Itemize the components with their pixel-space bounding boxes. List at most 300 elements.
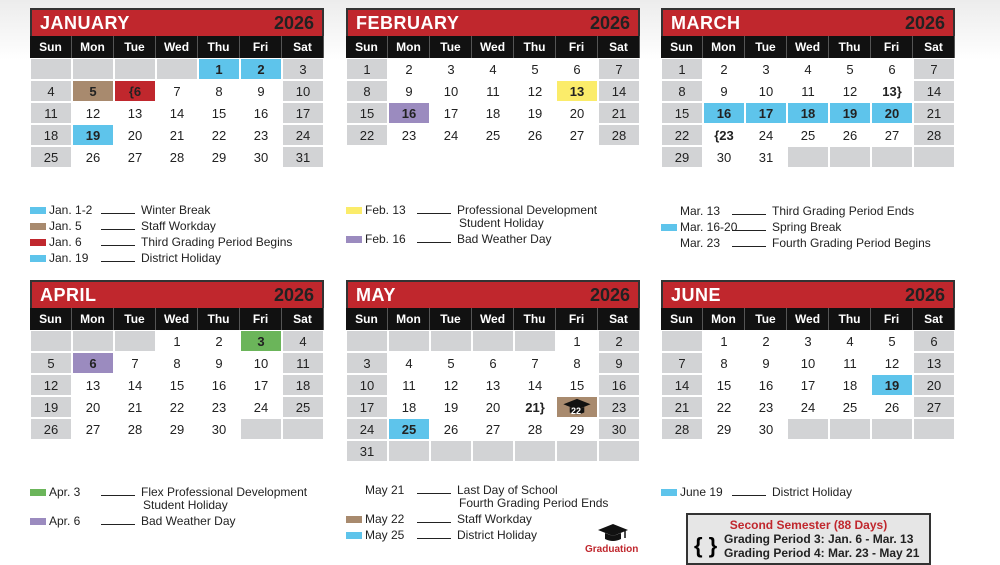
legend-swatch [30, 255, 46, 262]
legend-rule [732, 230, 766, 231]
calendar-day: 5 [829, 58, 871, 80]
calendar-day: 2 [598, 330, 640, 352]
legend-date: Apr. 6 [49, 514, 81, 528]
calendar-day: 18 [388, 396, 430, 418]
calendar-day: 8 [346, 80, 388, 102]
legend-text: Bad Weather Day [457, 232, 552, 246]
weekday-label: Sat [282, 308, 324, 330]
calendar-day: 12 [871, 352, 913, 374]
may-legend [346, 482, 608, 543]
calendar-day: {23 [703, 124, 745, 146]
month-name: FEBRUARY [356, 13, 460, 33]
april-legend [30, 484, 307, 529]
calendar-day: 27 [472, 418, 514, 440]
calendar-day: 3 [282, 58, 324, 80]
legend-item [346, 231, 597, 247]
calendar-day: 15 [198, 102, 240, 124]
month-name: JUNE [671, 285, 722, 305]
calendar-day: 20 [472, 396, 514, 418]
day-grid [661, 58, 955, 168]
weekday-label: Fri [240, 36, 282, 58]
weekday-label: Thu [829, 36, 871, 58]
calendar-day: 16 [598, 374, 640, 396]
legend-date: Feb. 13 [365, 203, 406, 217]
calendar-day: 13 [114, 102, 156, 124]
weekday-header-row [30, 308, 324, 330]
weekday-label: Wed [787, 36, 829, 58]
empty-day [430, 330, 472, 352]
weekday-header-row [661, 308, 955, 330]
weekday-label: Fri [556, 36, 598, 58]
calendar-day: 10 [430, 80, 472, 102]
calendar-day: 21} [514, 396, 556, 418]
calendar-day: 26 [829, 124, 871, 146]
day-grid [346, 58, 640, 146]
legend-swatch [661, 489, 677, 496]
empty-day [871, 418, 913, 440]
calendar-day: 25 [282, 396, 324, 418]
weekday-label: Mon [72, 308, 114, 330]
calendar-day: 1 [156, 330, 198, 352]
legend-date: Mar. 23 [680, 236, 721, 250]
month-march [661, 8, 955, 168]
legend-item [661, 484, 852, 500]
legend-swatch [30, 207, 46, 214]
calendar-day: 24 [282, 124, 324, 146]
calendar-day: 24 [430, 124, 472, 146]
calendar-day: 16 [745, 374, 787, 396]
calendar-day: 18 [282, 374, 324, 396]
calendar-day: 9 [240, 80, 282, 102]
weekday-label: Sat [913, 36, 955, 58]
calendar-day: 2 [240, 58, 282, 80]
graduation-cap-icon [597, 522, 629, 544]
calendar-day: 9 [745, 352, 787, 374]
calendar-day: 28 [156, 146, 198, 168]
calendar-day: 14 [598, 80, 640, 102]
calendar-day: 8 [156, 352, 198, 374]
weekday-label: Sun [30, 36, 72, 58]
legend-swatch [346, 207, 362, 214]
empty-day [346, 330, 388, 352]
legend-rule [101, 245, 135, 246]
calendar-day: 25 [829, 396, 871, 418]
calendar-day: 4 [787, 58, 829, 80]
calendar-day: 23 [240, 124, 282, 146]
calendar-day: 6 [871, 58, 913, 80]
calendar-day: 18 [787, 102, 829, 124]
weekday-label: Sat [598, 36, 640, 58]
calendar-day: 18 [472, 102, 514, 124]
weekday-label: Sat [913, 308, 955, 330]
legend-date: Jan. 5 [49, 219, 82, 233]
calendar-day: 13 [556, 80, 598, 102]
calendar-day: 1 [703, 330, 745, 352]
calendar-day: 17 [787, 374, 829, 396]
calendar-day: 5 [30, 352, 72, 374]
empty-day [388, 330, 430, 352]
empty-day [430, 440, 472, 462]
calendar-day: 13} [871, 80, 913, 102]
legend-date: Mar. 13 [680, 204, 721, 218]
calendar-day: 14 [114, 374, 156, 396]
calendar-day: 27 [72, 418, 114, 440]
calendar-day: 1 [198, 58, 240, 80]
legend-swatch [346, 487, 362, 494]
weekday-label: Thu [514, 36, 556, 58]
calendar-day: 9 [598, 352, 640, 374]
weekday-label: Tue [745, 36, 787, 58]
empty-day [388, 440, 430, 462]
calendar-day: 20 [556, 102, 598, 124]
calendar-day: 31 [282, 146, 324, 168]
weekday-label: Fri [240, 308, 282, 330]
empty-day [514, 440, 556, 462]
weekday-label: Tue [430, 36, 472, 58]
empty-day [114, 330, 156, 352]
legend-item [661, 219, 931, 235]
calendar-day: 31 [346, 440, 388, 462]
legend-rule [732, 246, 766, 247]
legend-swatch [661, 208, 677, 215]
legend-text: Fourth Grading Period Begins [772, 236, 931, 250]
february-legend [346, 202, 597, 247]
weekday-label: Sun [661, 36, 703, 58]
calendar-day: 21 [156, 124, 198, 146]
empty-day [787, 146, 829, 168]
calendar-day: 14 [156, 102, 198, 124]
calendar-day: 4 [472, 58, 514, 80]
calendar-day: 12 [829, 80, 871, 102]
calendar-day: 20 [72, 396, 114, 418]
calendar-day: 23 [198, 396, 240, 418]
june-legend [661, 484, 852, 500]
calendar-day: 12 [30, 374, 72, 396]
calendar-day: 19 [30, 396, 72, 418]
calendar-day: 14 [514, 374, 556, 396]
month-header [346, 8, 640, 36]
calendar-day: 26 [72, 146, 114, 168]
weekday-label: Tue [114, 36, 156, 58]
calendar-day: 2 [388, 58, 430, 80]
weekday-label: Mon [388, 308, 430, 330]
legend-date: May 22 [365, 512, 405, 526]
empty-day [114, 58, 156, 80]
calendar-day: 13 [72, 374, 114, 396]
calendar-day: 15 [556, 374, 598, 396]
day-grid [661, 330, 955, 440]
calendar-day: 8 [703, 352, 745, 374]
weekday-label: Sat [598, 308, 640, 330]
legend-swatch [30, 518, 46, 525]
calendar-day: 12 [514, 80, 556, 102]
month-may [346, 280, 640, 462]
weekday-label: Wed [156, 308, 198, 330]
empty-day [913, 418, 955, 440]
empty-day [72, 58, 114, 80]
calendar-day: 24 [346, 418, 388, 440]
calendar-day: 20 [114, 124, 156, 146]
calendar-day: 14 [913, 80, 955, 102]
month-year: 2026 [589, 13, 630, 33]
legend-rule [417, 522, 451, 523]
empty-day [472, 440, 514, 462]
weekday-label: Tue [745, 308, 787, 330]
calendar-day: 25 [787, 124, 829, 146]
legend-date: Jan. 6 [49, 235, 82, 249]
legend-rule [417, 493, 451, 494]
empty-day [661, 330, 703, 352]
calendar-day: 20 [913, 374, 955, 396]
month-name: APRIL [40, 285, 97, 305]
legend-item [661, 203, 931, 219]
weekday-label: Wed [472, 36, 514, 58]
month-year: 2026 [904, 13, 945, 33]
weekday-label: Wed [156, 36, 198, 58]
calendar-day: 27 [871, 124, 913, 146]
calendar-day: 29 [156, 418, 198, 440]
legend-rule [732, 495, 766, 496]
calendar-day: 11 [282, 352, 324, 374]
weekday-label: Sun [346, 308, 388, 330]
legend-rule [417, 538, 451, 539]
weekday-label: Wed [472, 308, 514, 330]
weekday-label: Wed [787, 308, 829, 330]
calendar-day: 3 [745, 58, 787, 80]
calendar-day: 2 [703, 58, 745, 80]
empty-day [30, 58, 72, 80]
calendar-day: 11 [472, 80, 514, 102]
legend-text-continued: Student Holiday [459, 216, 544, 230]
calendar-day: 4 [388, 352, 430, 374]
calendar-day: 17 [240, 374, 282, 396]
month-year: 2026 [273, 13, 314, 33]
legend-text: Spring Break [772, 220, 842, 234]
calendar-day: 22 [156, 396, 198, 418]
empty-day [556, 440, 598, 462]
legend-text: Third Grading Period Begins [141, 235, 293, 249]
month-name: JANUARY [40, 13, 130, 33]
weekday-label: Fri [556, 308, 598, 330]
calendar-day: 25 [472, 124, 514, 146]
calendar-day: 10 [787, 352, 829, 374]
calendar-day: 5 [871, 330, 913, 352]
day-grid [346, 330, 640, 462]
month-name: MAY [356, 285, 396, 305]
calendar-day: 24 [240, 396, 282, 418]
calendar-day: 25 [388, 418, 430, 440]
calendar-day: 11 [829, 352, 871, 374]
legend-item [30, 513, 307, 529]
calendar-day [556, 396, 598, 418]
legend-text: Third Grading Period Ends [772, 204, 915, 218]
calendar-day: 10 [240, 352, 282, 374]
month-header [30, 8, 324, 36]
empty-day [72, 330, 114, 352]
legend-swatch [346, 516, 362, 523]
legend-item [30, 250, 292, 266]
calendar-day: 16 [198, 374, 240, 396]
legend-rule [417, 242, 451, 243]
legend-swatch [661, 240, 677, 247]
weekday-label: Thu [198, 36, 240, 58]
calendar-day: 14 [661, 374, 703, 396]
calendar-day: 2 [745, 330, 787, 352]
calendar-day: 28 [598, 124, 640, 146]
month-year: 2026 [589, 285, 630, 305]
calendar-day: 29 [556, 418, 598, 440]
calendar-day: 6 [472, 352, 514, 374]
legend-swatch [661, 224, 677, 231]
empty-day [514, 330, 556, 352]
legend-swatch [346, 532, 362, 539]
month-february [346, 8, 640, 146]
legend-text: Staff Workday [141, 219, 216, 233]
legend-text: District Holiday [772, 485, 853, 499]
calendar-day: 15 [156, 374, 198, 396]
calendar-day: 26 [514, 124, 556, 146]
january-legend [30, 202, 292, 266]
legend-text: Flex Professional Development [141, 485, 308, 499]
weekday-label: Tue [430, 308, 472, 330]
legend-text: District Holiday [141, 251, 222, 265]
calendar-day: 4 [829, 330, 871, 352]
calendar-day: 26 [30, 418, 72, 440]
calendar-day: 26 [430, 418, 472, 440]
legend-rule [732, 214, 766, 215]
legend-rule [101, 524, 135, 525]
calendar-day: 3 [430, 58, 472, 80]
empty-day [829, 146, 871, 168]
calendar-day: 9 [198, 352, 240, 374]
calendar-day: 27 [114, 146, 156, 168]
legend-item [30, 202, 292, 218]
weekday-label: Thu [198, 308, 240, 330]
calendar-day: 17 [282, 102, 324, 124]
calendar-day: 19 [430, 396, 472, 418]
weekday-label: Fri [871, 36, 913, 58]
semester-box [686, 513, 931, 565]
calendar-day: 19 [72, 124, 114, 146]
legend-text: Staff Workday [457, 512, 532, 526]
weekday-label: Sun [30, 308, 72, 330]
march-legend [661, 203, 931, 251]
calendar-day: 5 [430, 352, 472, 374]
grading-period-4: Grading Period 4: Mar. 23 - May 21 [724, 546, 920, 560]
calendar-day: 8 [661, 80, 703, 102]
calendar-day: 23 [745, 396, 787, 418]
legend-date: May 21 [365, 483, 405, 497]
calendar-day: 3 [787, 330, 829, 352]
calendar-day: 4 [30, 80, 72, 102]
calendar-day: 11 [787, 80, 829, 102]
legend-item [346, 527, 608, 543]
legend-swatch [30, 239, 46, 246]
weekday-label: Thu [514, 308, 556, 330]
calendar-day: 19 [829, 102, 871, 124]
empty-day [598, 440, 640, 462]
calendar-day: 3 [240, 330, 282, 352]
calendar-day: 21 [913, 102, 955, 124]
calendar-day: 27 [556, 124, 598, 146]
empty-day [829, 418, 871, 440]
calendar-day: 18 [829, 374, 871, 396]
calendar-day: 26 [871, 396, 913, 418]
semester-title: Second Semester (88 Days) [729, 518, 888, 532]
legend-item [30, 234, 292, 250]
calendar-day: 6 [913, 330, 955, 352]
weekday-label: Thu [829, 308, 871, 330]
calendar-day: 13 [472, 374, 514, 396]
calendar-day: 11 [30, 102, 72, 124]
calendar-day: 7 [913, 58, 955, 80]
calendar-day: 22 [198, 124, 240, 146]
calendar-day: 16 [240, 102, 282, 124]
calendar-day: 24 [787, 396, 829, 418]
calendar-day: 30 [745, 418, 787, 440]
calendar-day: 12 [72, 102, 114, 124]
calendar-day: 30 [598, 418, 640, 440]
weekday-label: Mon [72, 36, 114, 58]
calendar-day: 9 [388, 80, 430, 102]
empty-day [871, 146, 913, 168]
legend-rule [101, 261, 135, 262]
calendar-day: 27 [913, 396, 955, 418]
legend-date: Feb. 16 [365, 232, 406, 246]
legend-swatch [346, 236, 362, 243]
calendar-day: 30 [703, 146, 745, 168]
calendar-day: 21 [114, 396, 156, 418]
weekday-label: Mon [388, 36, 430, 58]
calendar-day: 29 [661, 146, 703, 168]
calendar-day: 16 [703, 102, 745, 124]
legend-date: Jan. 19 [49, 251, 89, 265]
legend-text: Professional Development [457, 203, 598, 217]
legend-item [661, 235, 931, 251]
calendar-day: 21 [661, 396, 703, 418]
month-header [661, 8, 955, 36]
graduation-label: Graduation [585, 544, 639, 555]
legend-item [30, 218, 292, 234]
weekday-label: Mon [703, 36, 745, 58]
calendar-day: 7 [114, 352, 156, 374]
month-january [30, 8, 324, 168]
calendar-day: 30 [198, 418, 240, 440]
legend-date: Jan. 1-2 [49, 203, 93, 217]
legend-rule [101, 495, 135, 496]
calendar-day: 15 [661, 102, 703, 124]
weekday-label: Sun [661, 308, 703, 330]
calendar-day: 15 [703, 374, 745, 396]
calendar-day: 7 [156, 80, 198, 102]
calendar-day: 3 [346, 352, 388, 374]
calendar-day: 23 [388, 124, 430, 146]
legend-text: Bad Weather Day [141, 514, 236, 528]
calendar-day: 5 [72, 80, 114, 102]
calendar-day: 1 [346, 58, 388, 80]
legend-text-continued: Student Holiday [143, 498, 228, 512]
legend-date: Mar. 16-20 [680, 220, 738, 234]
calendar-day: 5 [514, 58, 556, 80]
weekday-header-row [30, 36, 324, 58]
calendar-day: 29 [703, 418, 745, 440]
empty-day [30, 330, 72, 352]
weekday-label: Sun [346, 36, 388, 58]
weekday-label: Sat [282, 36, 324, 58]
calendar-day: 18 [30, 124, 72, 146]
calendar-day: 17 [430, 102, 472, 124]
calendar-day: 22 [661, 124, 703, 146]
